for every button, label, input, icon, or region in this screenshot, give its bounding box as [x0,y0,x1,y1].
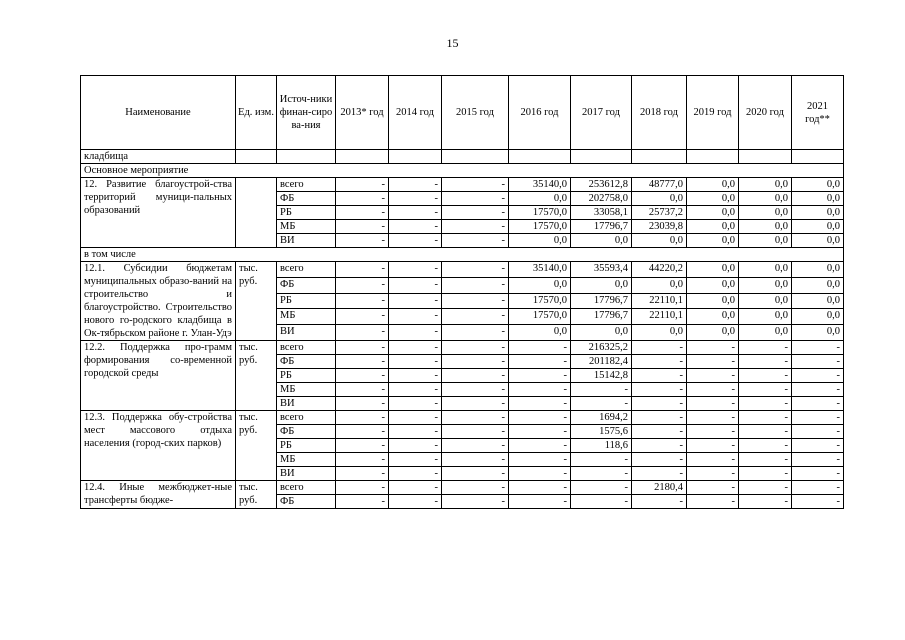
value-cell: - [792,481,844,495]
value-cell: - [632,425,687,439]
funding-source: всего [277,481,336,495]
value-cell: - [389,234,442,248]
value-cell: 17570,0 [509,206,571,220]
funding-source: ВИ [277,325,336,341]
value-cell: - [442,325,509,341]
value-cell: - [739,397,792,411]
value-cell: - [389,341,442,355]
value-cell: 0,0 [739,178,792,192]
value-cell: - [389,453,442,467]
continued-name: кладбища [81,150,236,164]
value-cell: - [442,277,509,293]
value-cell: - [389,293,442,309]
value-cell: 0,0 [687,220,739,234]
measure-unit: тыс. руб. [236,341,277,411]
value-cell: - [509,341,571,355]
value-cell: 0,0 [792,325,844,341]
funding-source: МБ [277,383,336,397]
value-cell: 17570,0 [509,309,571,325]
value-cell: 17796,7 [571,293,632,309]
value-cell: 22110,1 [632,293,687,309]
value-cell: - [442,495,509,509]
col-header-2021: 2021 год** [792,76,844,150]
value-cell: 0,0 [739,309,792,325]
funding-source: всего [277,411,336,425]
funding-source: всего [277,178,336,192]
value-cell: - [509,397,571,411]
value-cell: - [632,467,687,481]
value-cell: - [336,341,389,355]
value-cell: - [389,495,442,509]
value-cell: - [336,453,389,467]
value-cell: - [792,397,844,411]
value-cell: - [336,220,389,234]
value-cell: - [687,467,739,481]
value-cell: - [687,341,739,355]
measure-unit: тыс. руб. [236,262,277,341]
value-cell: 35593,4 [571,262,632,278]
value-cell: - [336,467,389,481]
funding-source: ВИ [277,397,336,411]
value-cell: - [687,481,739,495]
value-cell: 25737,2 [632,206,687,220]
value-cell: 0,0 [687,277,739,293]
value-cell: 1694,2 [571,411,632,425]
value-cell: - [792,467,844,481]
value-cell: - [509,355,571,369]
value-cell: - [509,481,571,495]
value-cell: 35140,0 [509,262,571,278]
value-cell: - [389,425,442,439]
value-cell: - [442,467,509,481]
funding-source: РБ [277,439,336,453]
value-cell: - [389,277,442,293]
value-cell: - [632,439,687,453]
value-cell: - [336,397,389,411]
value-cell: - [336,481,389,495]
page-number: 15 [446,36,459,50]
value-cell: - [389,206,442,220]
value-cell: - [336,192,389,206]
col-header-2018: 2018 год [632,76,687,150]
value-cell: 33058,1 [571,206,632,220]
col-header-name: Наименование [81,76,236,150]
funding-source: ФБ [277,495,336,509]
value-cell: - [389,192,442,206]
value-cell: - [687,355,739,369]
value-cell: 0,0 [687,178,739,192]
value-cell: 17570,0 [509,220,571,234]
value-cell: 0,0 [687,206,739,220]
value-cell: 0,0 [509,192,571,206]
value-cell: - [792,383,844,397]
value-cell: - [442,178,509,192]
value-cell: - [571,397,632,411]
value-cell: - [336,309,389,325]
value-cell: 1575,6 [571,425,632,439]
section-row-main [81,164,844,178]
value-cell: - [739,495,792,509]
value-cell: 253612,8 [571,178,632,192]
measure-name: 12.4. Иные межбюджет-ные трансферты бюдже- [81,481,236,509]
value-cell: 0,0 [571,277,632,293]
value-cell: - [442,341,509,355]
value-cell: 0,0 [632,192,687,206]
value-cell: 0,0 [632,234,687,248]
value-cell: - [687,397,739,411]
value-cell: - [442,192,509,206]
value-cell: 0,0 [739,234,792,248]
value-cell: - [389,481,442,495]
value-cell: - [792,411,844,425]
measure-name: 12.1. Субсидии бюджетам муниципальных образо-ваний на строительство и благоустройство. Строительство нового го-родского кладбища в Ок-тябрьском районе г. Улан-Удэ [81,262,236,341]
value-cell: - [336,277,389,293]
measure-name: 12.2. Поддержка про-грамм формирования со-временной городской среды [81,341,236,411]
value-cell: - [442,425,509,439]
col-header-2016: 2016 год [509,76,571,150]
value-cell: 0,0 [739,262,792,278]
table-row [81,178,844,192]
col-header-2015: 2015 год [442,76,509,150]
measure-unit: тыс. руб. [236,481,277,509]
value-cell: - [442,481,509,495]
value-cell: - [336,206,389,220]
value-cell: - [687,439,739,453]
measure-unit: тыс. руб. [236,411,277,481]
funding-source: РБ [277,293,336,309]
value-cell: 202758,0 [571,192,632,206]
value-cell: - [739,355,792,369]
value-cell: 0,0 [792,178,844,192]
value-cell: - [389,262,442,278]
col-header-2014: 2014 год [389,76,442,150]
col-header-unit: Ед. изм. [236,76,277,150]
funding-source: ФБ [277,425,336,439]
value-cell: - [739,481,792,495]
value-cell: - [389,220,442,234]
value-cell: 0,0 [792,220,844,234]
col-header-source: Источ-ники финан-сирова-ния [277,76,336,150]
funding-source: ФБ [277,192,336,206]
value-cell: - [389,383,442,397]
value-cell: 17570,0 [509,293,571,309]
value-cell: - [509,411,571,425]
measure-name: 12.3. Поддержка обу-стройства мест массового отдыха населения (город-ских парков) [81,411,236,481]
value-cell: 0,0 [509,234,571,248]
value-cell: - [336,293,389,309]
value-cell: 0,0 [509,277,571,293]
value-cell: - [389,467,442,481]
table-row [81,411,844,425]
value-cell: 0,0 [739,293,792,309]
value-cell: - [336,383,389,397]
value-cell: - [442,293,509,309]
table-row [81,481,844,495]
value-cell: - [389,325,442,341]
value-cell: 0,0 [739,325,792,341]
value-cell: - [336,425,389,439]
value-cell: 0,0 [687,192,739,206]
value-cell: 0,0 [792,234,844,248]
measure-name: 12. Развитие благоустрой-ства территорий муници-пальных образований [81,178,236,248]
section-row-including [81,248,844,262]
value-cell: 0,0 [792,192,844,206]
value-cell: 0,0 [687,262,739,278]
value-cell: - [336,325,389,341]
budget-table [80,75,844,509]
value-cell: - [442,439,509,453]
value-cell: - [687,383,739,397]
value-cell: - [571,481,632,495]
value-cell: - [739,425,792,439]
value-cell: - [336,439,389,453]
value-cell: - [632,369,687,383]
value-cell: - [389,397,442,411]
col-header-2013: 2013* год [336,76,389,150]
value-cell: - [571,453,632,467]
value-cell: - [739,383,792,397]
funding-source: всего [277,341,336,355]
value-cell: - [632,411,687,425]
funding-source: всего [277,262,336,278]
value-cell: - [442,355,509,369]
value-cell: - [442,369,509,383]
value-cell: 35140,0 [509,178,571,192]
value-cell: 0,0 [632,325,687,341]
funding-source: РБ [277,206,336,220]
value-cell: 118,6 [571,439,632,453]
value-cell: - [509,425,571,439]
value-cell: - [389,411,442,425]
value-cell: - [739,453,792,467]
value-cell: - [442,262,509,278]
value-cell: - [442,411,509,425]
value-cell: - [336,234,389,248]
value-cell: - [442,234,509,248]
value-cell: - [389,355,442,369]
value-cell: - [336,495,389,509]
value-cell: - [792,355,844,369]
section-main: Основное мероприятие [81,164,844,178]
funding-source: ФБ [277,277,336,293]
value-cell: 201182,4 [571,355,632,369]
value-cell: - [389,309,442,325]
value-cell: - [739,411,792,425]
value-cell: - [442,309,509,325]
value-cell: 0,0 [687,234,739,248]
value-cell: 0,0 [687,309,739,325]
value-cell: - [739,467,792,481]
value-cell: - [792,439,844,453]
col-header-2019: 2019 год [687,76,739,150]
value-cell: - [336,369,389,383]
value-cell: - [632,341,687,355]
value-cell: - [509,495,571,509]
value-cell: - [687,453,739,467]
value-cell: 0,0 [739,192,792,206]
section-including: в том числе [81,248,844,262]
value-cell: - [632,383,687,397]
value-cell: - [336,355,389,369]
value-cell: 0,0 [792,277,844,293]
value-cell: - [739,439,792,453]
value-cell: - [509,467,571,481]
value-cell: 0,0 [792,262,844,278]
value-cell: 0,0 [687,293,739,309]
value-cell: 0,0 [792,293,844,309]
value-cell: 0,0 [571,325,632,341]
value-cell: - [739,369,792,383]
value-cell: - [792,495,844,509]
value-cell: - [336,411,389,425]
value-cell: 0,0 [739,220,792,234]
value-cell: - [687,495,739,509]
value-cell: - [632,453,687,467]
table-row [81,341,844,355]
table-body [81,150,844,509]
value-cell: - [792,425,844,439]
value-cell: 0,0 [792,309,844,325]
value-cell: 48777,0 [632,178,687,192]
header-row [81,76,844,150]
value-cell: - [442,453,509,467]
col-header-2017: 2017 год [571,76,632,150]
value-cell: - [336,178,389,192]
value-cell: - [509,383,571,397]
funding-source: ВИ [277,234,336,248]
table-row-continued [81,150,844,164]
value-cell: 0,0 [739,206,792,220]
value-cell: 17796,7 [571,220,632,234]
value-cell: - [687,425,739,439]
value-cell: - [571,495,632,509]
value-cell: - [687,369,739,383]
value-cell: - [389,178,442,192]
funding-source: РБ [277,369,336,383]
value-cell: - [739,341,792,355]
value-cell: 2180,4 [632,481,687,495]
value-cell: 22110,1 [632,309,687,325]
value-cell: 0,0 [632,277,687,293]
value-cell: 0,0 [739,277,792,293]
value-cell: 0,0 [509,325,571,341]
funding-source: МБ [277,453,336,467]
value-cell: - [632,355,687,369]
value-cell: 0,0 [687,325,739,341]
value-cell: - [509,439,571,453]
table-row [81,262,844,278]
value-cell: - [336,262,389,278]
funding-source: МБ [277,220,336,234]
value-cell: 17796,7 [571,309,632,325]
col-header-2020: 2020 год [739,76,792,150]
value-cell: - [389,439,442,453]
value-cell: 44220,2 [632,262,687,278]
value-cell: - [687,411,739,425]
value-cell: 216325,2 [571,341,632,355]
value-cell: - [442,206,509,220]
value-cell: - [571,467,632,481]
value-cell: - [632,495,687,509]
funding-source: ВИ [277,467,336,481]
value-cell: - [442,397,509,411]
value-cell: - [571,383,632,397]
value-cell: - [792,369,844,383]
funding-source: МБ [277,309,336,325]
value-cell: - [792,341,844,355]
value-cell: - [792,453,844,467]
value-cell: - [632,397,687,411]
value-cell: 0,0 [571,234,632,248]
value-cell: - [442,383,509,397]
value-cell: - [509,369,571,383]
value-cell: - [389,369,442,383]
funding-source: ФБ [277,355,336,369]
measure-unit [236,178,277,248]
value-cell: - [442,220,509,234]
value-cell: 23039,8 [632,220,687,234]
value-cell: - [509,453,571,467]
value-cell: 15142,8 [571,369,632,383]
value-cell: 0,0 [792,206,844,220]
